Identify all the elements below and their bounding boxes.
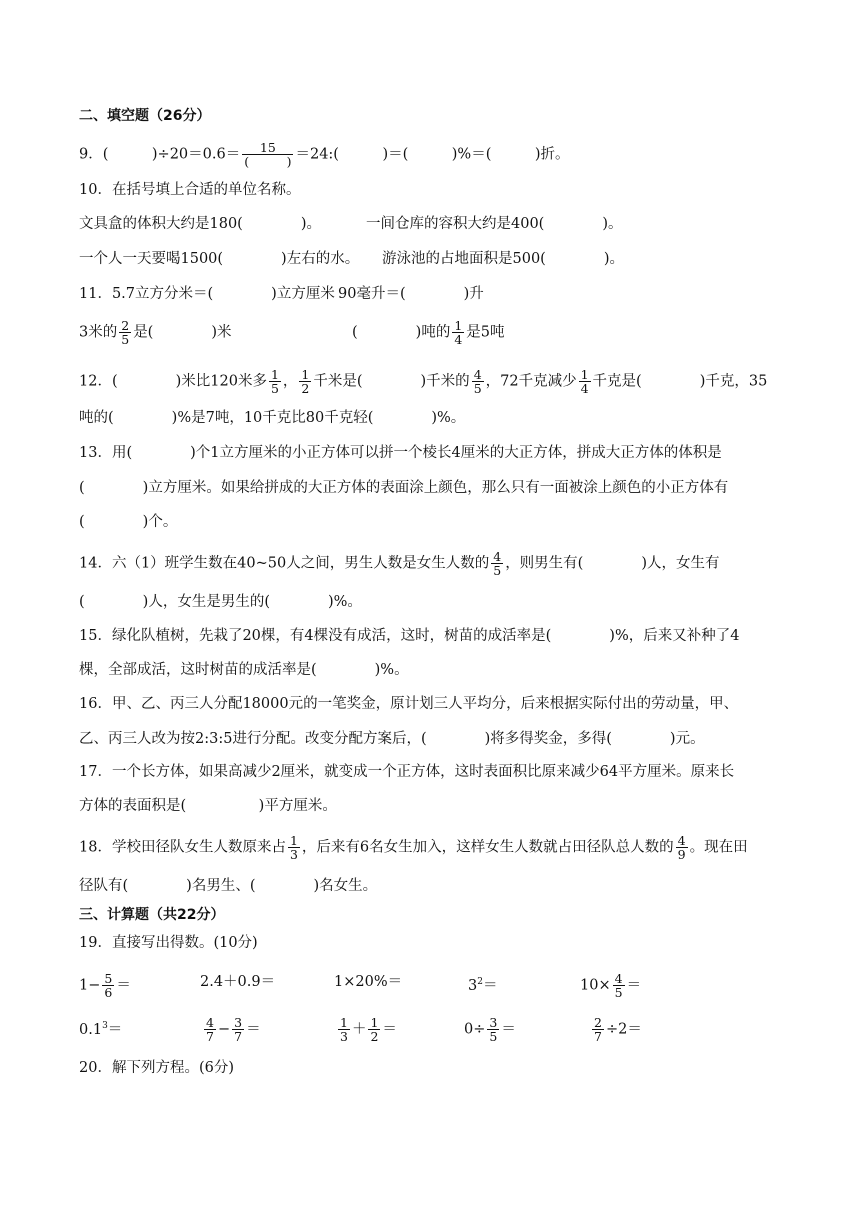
q11-fraction-2 <box>452 319 464 346</box>
calc-r1-c5 <box>580 972 641 999</box>
q12-line-1 <box>79 368 767 395</box>
q10-line-1a: 文具盒的体积大约是180( )。 <box>79 216 321 232</box>
q11-line-1a: 11．5.7立方分米＝( )立方厘米 <box>79 286 335 302</box>
q11-f1-numerator: 2 <box>121 318 130 333</box>
q18-f1-denominator: 3 <box>289 847 298 862</box>
q18-text-c: 。现在田 <box>689 839 748 856</box>
q12-text-a: 12．( )米比120米多 <box>79 373 267 390</box>
q11-fraction-1 <box>119 319 131 346</box>
calc-r1-c2: 2.4＋0.9＝ <box>200 974 276 990</box>
q15-line-1: 15．绿化队植树，先栽了20棵，有4棵没有成活，这时，树苗的成活率是( )%，后来又补种了4 <box>79 628 740 644</box>
q9-fraction <box>242 141 293 168</box>
q11-text-a: 3米的 <box>79 324 118 341</box>
q11-text-c: ( )吨的 <box>352 324 451 341</box>
calc-numerator: 5 <box>104 971 113 986</box>
calc-r1-c4-base: 3 <box>468 977 478 994</box>
q18-f2-denominator: 9 <box>677 847 686 862</box>
q12-fraction-1 <box>269 368 281 395</box>
calc-r1-c5-a: 10× <box>580 977 611 994</box>
q12-f1-denominator: 5 <box>270 381 279 396</box>
q12-text-b: ， <box>282 373 298 390</box>
q14-text-b: ，则男生有( )人，女生有 <box>505 555 720 572</box>
q11-f1-denominator: 5 <box>121 332 130 347</box>
calc-numerator: 2 <box>594 1015 602 1030</box>
q12-fraction-3 <box>472 368 484 395</box>
q9-numerator: 15 <box>242 141 293 155</box>
q12-f3-denominator: 5 <box>473 381 482 396</box>
calc-numerator: 4 <box>206 1015 214 1030</box>
q14-fraction <box>491 550 503 577</box>
calc-numerator: 4 <box>614 971 623 986</box>
section-2-title: 二、填空题（26分） <box>79 108 211 124</box>
calc-r2-c3 <box>336 1016 397 1043</box>
question-10-title: 10．在括号填上合适的单位名称。 <box>79 182 301 198</box>
q12-f2-denominator: 2 <box>301 381 310 396</box>
q11-f2-denominator: 4 <box>454 332 463 347</box>
q12-f3-numerator: 4 <box>473 367 482 382</box>
q14-denominator: 5 <box>493 563 502 578</box>
q12-text-d: ，72千克减少 <box>485 373 577 390</box>
calc-r1-c4-exponent: 2 <box>477 977 483 987</box>
q11-line-2-right <box>352 319 505 346</box>
q18-fraction-1 <box>288 834 300 861</box>
calc-denominator: 2 <box>370 1029 379 1044</box>
section-3-title: 三、计算题（共22分） <box>79 907 225 923</box>
calc-r2-c3-fraction-2 <box>368 1016 380 1043</box>
q18-f2-numerator: 4 <box>677 833 686 848</box>
q14-text-a: 14．六（1）班学生数在40~50人之间，男生人数是女生人数的 <box>79 555 490 572</box>
calc-denominator: 6 <box>104 985 113 1000</box>
q15-line-2: 棵，全部成活，这时树苗的成活率是( )%。 <box>79 662 409 678</box>
q11-f2-numerator: 1 <box>454 318 463 333</box>
calc-r1-c1-fraction <box>102 972 114 999</box>
q17-line-1: 17．一个长方体，如果高减少2厘米，就变成一个正方体，这时表面积比原来减少64平方厘米。原来长 <box>79 764 735 780</box>
q9-text-b: ＝24:( )＝( )%＝( )折。 <box>295 146 570 163</box>
q14-line-1 <box>79 550 720 577</box>
q12-f2-numerator: 1 <box>301 367 310 382</box>
q12-f4-denominator: 4 <box>580 381 589 396</box>
calc-r2-c1-exponent: 3 <box>102 1021 108 1031</box>
q18-text-a: 18．学校田径队女生人数原来占 <box>79 839 286 856</box>
q9-text-a: 9．( )÷20＝0.6＝ <box>79 146 241 163</box>
calc-r1-c5-fraction <box>613 972 625 999</box>
calc-r1-c1-a: 1− <box>79 977 101 994</box>
calc-denominator: 7 <box>594 1029 602 1044</box>
calc-r1-c1 <box>79 972 131 999</box>
calc-denominator: 5 <box>489 1029 498 1044</box>
calc-r1-c4-b: ＝ <box>482 977 498 994</box>
q18-text-b: ，后来有6名女生加入，这样女生人数就占田径队总人数的 <box>301 839 674 856</box>
calc-denominator: 3 <box>340 1029 348 1044</box>
q13-line-1: 13．用( )个1立方厘米的小正方体可以拼一个棱长4厘米的大正方体，拼成大正方体的体积是 <box>79 445 722 461</box>
q14-numerator: 4 <box>493 549 502 564</box>
q16-line-2: 乙、丙三人改为按2:3:5进行分配。改变分配方案后，( )将多得奖金，多得( )元。 <box>79 731 705 747</box>
calc-r2-c5-fraction <box>592 1016 604 1043</box>
calc-numerator: 1 <box>370 1015 379 1030</box>
q18-fraction-2 <box>676 834 688 861</box>
q9-denominator: ( ) <box>244 154 292 169</box>
calc-r2-c2-fraction-1 <box>204 1016 216 1043</box>
q12-text-c: 千米是( )千米的 <box>313 373 470 390</box>
calc-r2-c4-b: ＝ <box>501 1021 516 1038</box>
q12-f4-numerator: 1 <box>580 367 589 382</box>
calc-numerator: 3 <box>489 1015 498 1030</box>
q10-line-1b: 一间仓库的容积大约是400( )。 <box>366 216 623 232</box>
q13-line-3: ( )个。 <box>79 514 178 530</box>
calc-numerator: 3 <box>234 1015 243 1030</box>
q11-line-1b: 90毫升＝( )升 <box>338 286 484 302</box>
calc-r2-c4 <box>464 1016 516 1043</box>
calc-r2-c2 <box>202 1016 261 1043</box>
calc-r2-c3-fraction-1 <box>338 1016 350 1043</box>
calc-r2-c3-b: ＝ <box>382 1021 397 1038</box>
q12-text-e: 千克是( )千克，35 <box>592 373 768 390</box>
calc-r2-c2-op: − <box>217 1021 231 1038</box>
calc-r2-c2-fraction-2 <box>232 1016 244 1043</box>
q18-line-2: 径队有( )名男生、( )名女生。 <box>79 878 378 894</box>
calc-r2-c4-fraction <box>487 1016 499 1043</box>
calc-denominator: 5 <box>614 985 623 1000</box>
calc-numerator: 1 <box>340 1015 348 1030</box>
q18-f1-numerator: 1 <box>289 833 298 848</box>
calc-r2-c1 <box>79 1016 122 1040</box>
q10-line-2a: 一个人一天要喝1500( )左右的水。 <box>79 251 360 267</box>
calc-r1-c1-b: ＝ <box>116 977 131 994</box>
q12-fraction-4 <box>579 368 591 395</box>
q11-text-b: 是( )米 <box>133 324 232 341</box>
q10-line-2b: 游泳池的占地面积是500( )。 <box>382 251 624 267</box>
question-9 <box>79 141 570 168</box>
calc-r1-c4 <box>468 972 497 996</box>
q14-line-2: ( )人，女生是男生的( )%。 <box>79 594 362 610</box>
calc-r2-c1-b: ＝ <box>107 1021 123 1038</box>
q18-line-1 <box>79 834 748 861</box>
calc-denominator: 7 <box>234 1029 243 1044</box>
q12-f1-numerator: 1 <box>270 367 279 382</box>
q11-line-2 <box>79 319 232 346</box>
q17-line-2: 方体的表面积是( )平方厘米。 <box>79 798 337 814</box>
q16-line-1: 16．甲、乙、丙三人分配18000元的一笔奖金，原计划三人平均分，后来根据实际付出的劳动量，甲、 <box>79 696 739 712</box>
calc-denominator: 7 <box>206 1029 214 1044</box>
question-20-title: 20．解下列方程。(6分) <box>79 1060 234 1076</box>
calc-r2-c4-a: 0÷ <box>464 1021 486 1038</box>
calc-r2-c5 <box>590 1016 642 1043</box>
calc-r2-c2-b: ＝ <box>246 1021 261 1038</box>
question-19-title: 19．直接写出得数。(10分) <box>79 935 258 951</box>
calc-r2-c3-op: ＋ <box>351 1021 367 1038</box>
q11-text-d: 是5吨 <box>466 324 505 341</box>
q13-line-2: ( )立方厘米。如果给拼成的大正方体的表面涂上颜色，那么只有一面被涂上颜色的小正方体有 <box>79 480 729 496</box>
calc-r1-c5-b: ＝ <box>626 977 642 994</box>
calc-r2-c1-base: 0.1 <box>79 1021 103 1038</box>
q12-fraction-2 <box>299 368 311 395</box>
calc-r1-c3: 1×20%＝ <box>334 974 403 990</box>
calc-r2-c5-a: ÷2＝ <box>605 1021 642 1038</box>
q12-line-2: 吨的( )%是7吨，10千克比80千克轻( )%。 <box>79 410 466 426</box>
